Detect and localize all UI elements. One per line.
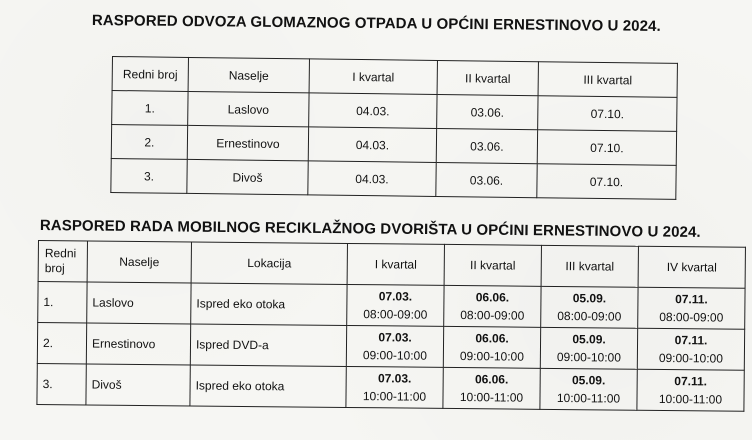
date: 07.03. <box>378 330 412 345</box>
cell-k4 <box>637 369 744 411</box>
cell-k3: 07.10. <box>538 96 677 132</box>
cell-naselje: Laslovo <box>188 91 309 126</box>
cell-k1 <box>346 325 443 367</box>
time: 09:00-10:00 <box>362 348 428 363</box>
date: 05.09. <box>572 332 606 347</box>
header-redni-line2: broj <box>44 261 65 276</box>
cell-naselje: Divoš <box>86 364 190 406</box>
cell-k2: 03.06. <box>437 94 538 129</box>
cell-k3 <box>541 286 638 328</box>
time: 10:00-11:00 <box>362 389 427 404</box>
date: 06.06. <box>475 290 510 305</box>
time: 10:00-11:00 <box>556 390 621 406</box>
time: 08:00-09:00 <box>460 308 525 323</box>
date: 05.09. <box>571 373 606 388</box>
time: 09:00-10:00 <box>556 349 621 365</box>
cell-k2 <box>443 367 540 409</box>
time: 09:00-10:00 <box>459 349 525 364</box>
header-iv-kvartal: IV kvartal <box>638 246 745 288</box>
cell-lokacija: Ispred eko otoka <box>190 365 346 407</box>
cell-lokacija: Ispred DVD-a <box>190 324 346 366</box>
cell-k3 <box>540 327 637 369</box>
header-ii-kvartal: II kvartal <box>437 60 538 95</box>
cell-rb: 1. <box>38 282 87 323</box>
date: 07.03. <box>378 289 413 304</box>
time: 08:00-09:00 <box>363 307 428 322</box>
header-iii-kvartal: III kvartal <box>538 62 677 98</box>
cell-k2 <box>444 285 541 327</box>
header-redni-broj: Redni broj <box>112 57 188 92</box>
cell-k3: 07.10. <box>537 130 676 166</box>
cell-k2: 03.06. <box>436 128 537 163</box>
time: 10:00-11:00 <box>658 391 723 407</box>
table-row <box>38 282 745 330</box>
date: 06.06. <box>475 331 509 346</box>
cell-k1: 04.03. <box>309 93 437 129</box>
cell-k4 <box>637 328 744 370</box>
header-ii-kvartal: II kvartal <box>444 244 541 286</box>
cell-k3 <box>540 368 637 410</box>
cell-naselje: Divoš <box>187 159 308 194</box>
time: 09:00-10:00 <box>658 350 723 366</box>
mobile-recycling-table <box>36 240 746 412</box>
cell-rb: 3. <box>37 363 86 404</box>
table-row <box>111 158 676 199</box>
date: 06.06. <box>474 372 509 387</box>
date: 07.11. <box>674 333 708 348</box>
bulky-waste-table <box>110 56 678 200</box>
cell-k1: 04.03. <box>308 127 436 163</box>
header-redni-broj <box>38 241 87 282</box>
cell-naselje: Ernestinovo <box>187 125 308 160</box>
header-i-kvartal: I kvartal <box>347 243 444 285</box>
cell-k3: 07.10. <box>537 164 676 200</box>
table-row <box>37 363 744 411</box>
cell-rb: 2. <box>111 125 187 160</box>
cell-naselje: Laslovo <box>87 282 191 324</box>
title-bulky-waste-schedule: RASPORED ODVOZA GLOMAZNOG OTPADA U OPĆINI ERNESTINOVO U 2024. <box>91 12 661 35</box>
header-i-kvartal: I kvartal <box>309 59 437 95</box>
cell-k2: 03.06. <box>436 162 537 197</box>
date: 07.03. <box>377 371 412 386</box>
cell-k1 <box>346 366 443 408</box>
header-naselje: Naselje <box>87 241 191 283</box>
cell-lokacija: Ispred eko otoka <box>191 283 347 325</box>
cell-rb: 2. <box>37 323 86 364</box>
time: 10:00-11:00 <box>459 390 524 405</box>
cell-rb: 3. <box>111 158 187 193</box>
cell-k1: 04.03. <box>308 161 436 197</box>
cell-k2 <box>443 326 540 368</box>
date: 05.09. <box>572 291 607 306</box>
title-mobile-recycling-schedule: RASPORED RADA MOBILNOG RECIKLAŽNOG DVORIŠTA U OPĆINI ERNESTINOVO U 2024. <box>39 217 701 241</box>
cell-rb: 1. <box>112 91 188 126</box>
cell-naselje: Ernestinovo <box>86 323 190 365</box>
date: 07.11. <box>675 292 708 307</box>
header-lokacija: Lokacija <box>191 242 347 284</box>
header-naselje: Naselje <box>188 57 309 92</box>
table-header-row <box>38 241 745 289</box>
date: 07.11. <box>674 374 708 389</box>
cell-k1 <box>347 284 444 326</box>
cell-k4 <box>638 287 745 329</box>
time: 08:00-09:00 <box>659 309 724 325</box>
table-row <box>37 323 744 371</box>
time: 08:00-09:00 <box>557 308 622 324</box>
header-redni-line1: Redni <box>44 246 77 261</box>
header-iii-kvartal: III kvartal <box>541 245 638 287</box>
